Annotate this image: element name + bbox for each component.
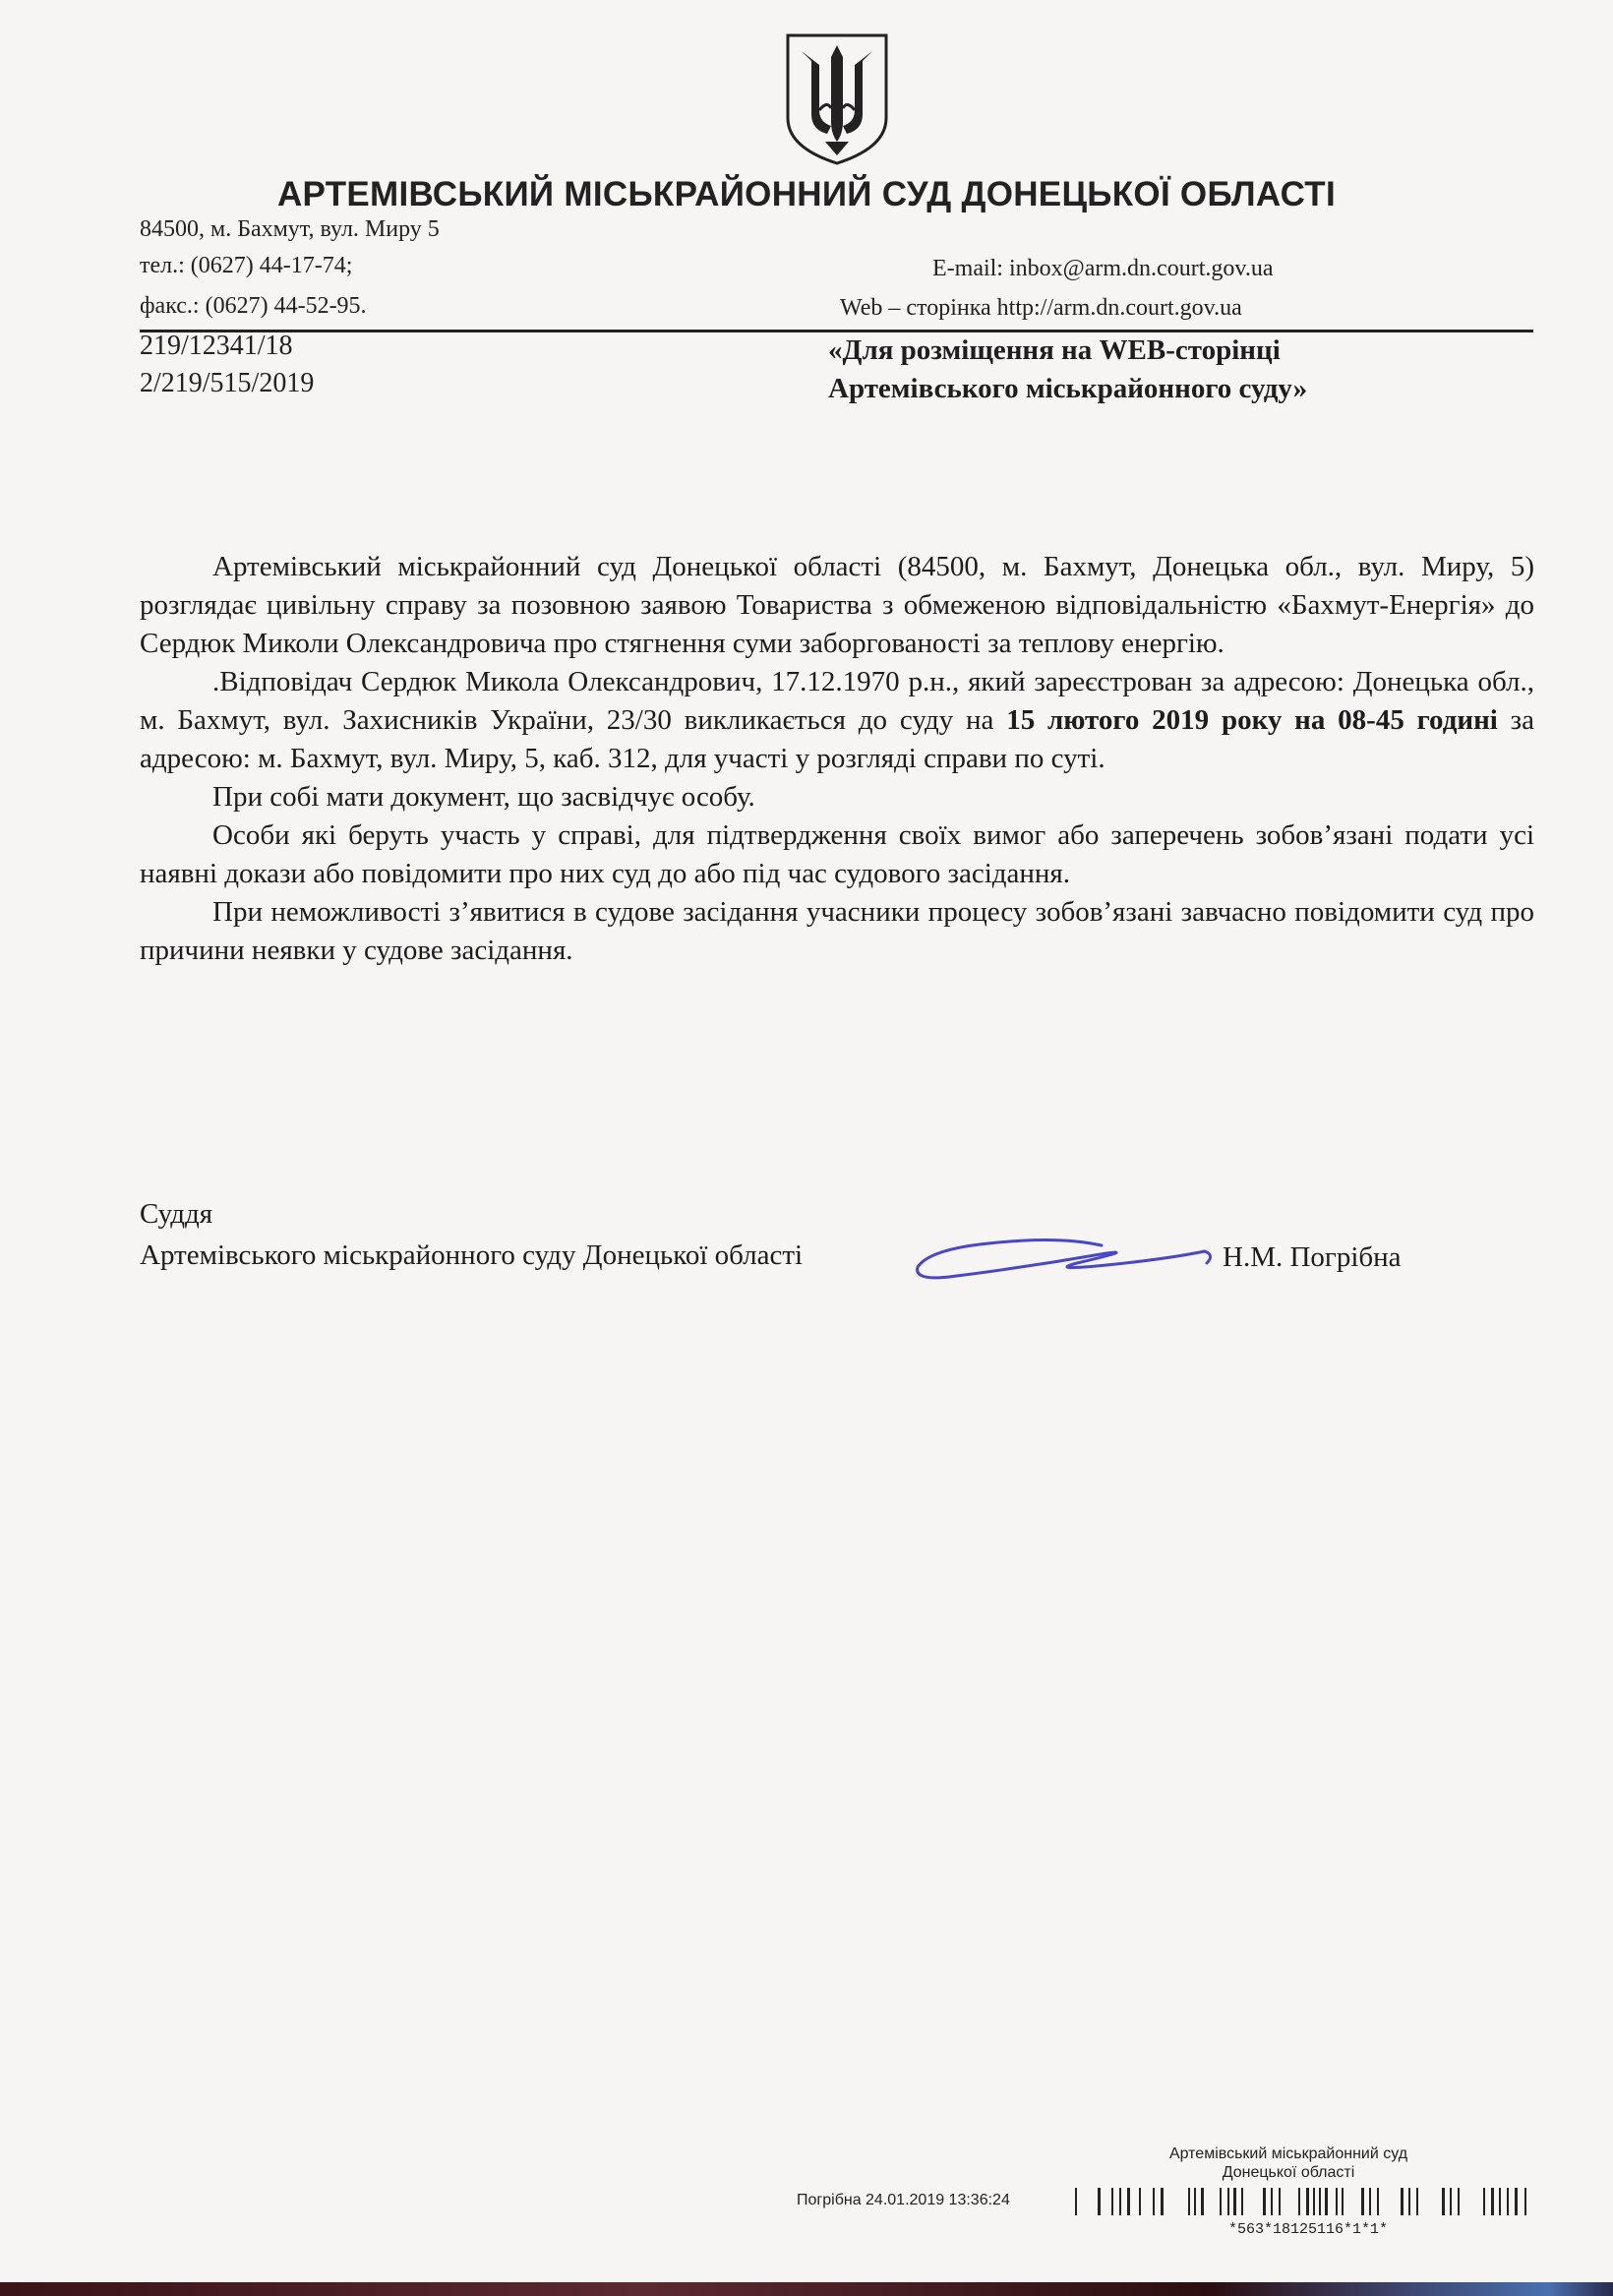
paragraph-evidence: Особи які беруть участь у справі, для підтвердження своїх вимог або заперечень зобов’язані подати усі наявні докази або повідомити про них суд до або під час судового засідання. bbox=[140, 819, 1534, 889]
case-number: 219/12341/18 bbox=[140, 331, 293, 361]
registry-stamp-meta: Погрібна 24.01.2019 13:36:24 bbox=[797, 2192, 1010, 2208]
letter-body bbox=[140, 548, 1534, 970]
court-website: Web – сторінка http://arm.dn.court.gov.ua bbox=[840, 295, 1242, 321]
court-address: 84500, м. Бахмут, вул. Миру 5 bbox=[140, 216, 440, 242]
summons-text-start: .Відповідач Сердюк Микола Олександрович, 17.12.1970 р.н., який зареєстрован за адресою: Донецька обл., м. Бахмут, вул. Захисників України, 23/30 викликається до суду на bbox=[140, 666, 1534, 736]
trident-emblem-icon bbox=[782, 31, 892, 167]
court-title: АРТЕМІВСЬКИЙ МІСЬКРАЙОННИЙ СУД ДОНЕЦЬКОЇ ОБЛАСТІ bbox=[276, 175, 1337, 213]
court-fax: факс.: (0627) 44-52-95. bbox=[140, 293, 367, 319]
court-email: E-mail: inbox@arm.dn.court.gov.ua bbox=[932, 256, 1274, 281]
paragraph-case-info: Артемівський міськрайонний суд Донецької області (84500, м. Бахмут, Донецька обл., вул. Миру, 5) розглядає цивільну справу за позовною заявою Товариства з обмеженою відповідальністю «Бахмут-Енергія» до Сердюк Миколи Олександровича про стягнення суми заборгованості за теплову енергію. bbox=[140, 551, 1534, 659]
stamp-court-line-2: Донецької області bbox=[1222, 2164, 1355, 2181]
judge-court: Артемівського міськрайонного суду Донецької області bbox=[140, 1239, 804, 1271]
paragraph-identity: При собі мати документ, що засвідчує особу. bbox=[212, 781, 755, 813]
publication-note-line-2: Артемівського міськрайонного суду» bbox=[828, 373, 1308, 404]
header-divider bbox=[140, 330, 1533, 332]
paragraph-absence: При неможливості з’явитися в судове засідання учасники процесу зобов’язані завчасно повідомити суд про причини неявки у судове засідання. bbox=[140, 896, 1534, 966]
publication-note-line-1: «Для розміщення на WEB-сторінці bbox=[828, 334, 1281, 366]
hearing-datetime: 15 лютого 2019 року на 08-45 годині bbox=[1006, 704, 1498, 736]
proceeding-number: 2/219/515/2019 bbox=[140, 368, 315, 398]
court-phone: тел.: (0627) 44-17-74; bbox=[140, 253, 353, 278]
barcode bbox=[1070, 2186, 1532, 2217]
scan-edge bbox=[0, 2282, 1613, 2296]
paragraph-summons bbox=[140, 663, 1534, 778]
summons-text-end: за адресою: м. Бахмут, вул. Миру, 5, каб. 312, для участі у розгляді справи по суті. bbox=[140, 704, 1534, 774]
barcode-number: *563*18125116*1*1* bbox=[1227, 2221, 1389, 2238]
judge-title: Суддя bbox=[140, 1198, 213, 1230]
handwritten-signature bbox=[910, 1230, 1244, 1299]
judge-name: Н.М. Погрібна bbox=[1223, 1241, 1402, 1273]
stamp-court-line-1: Артемівський міськрайонний суд bbox=[1168, 2145, 1408, 2162]
registry-stamp-court bbox=[1092, 2145, 1485, 2182]
